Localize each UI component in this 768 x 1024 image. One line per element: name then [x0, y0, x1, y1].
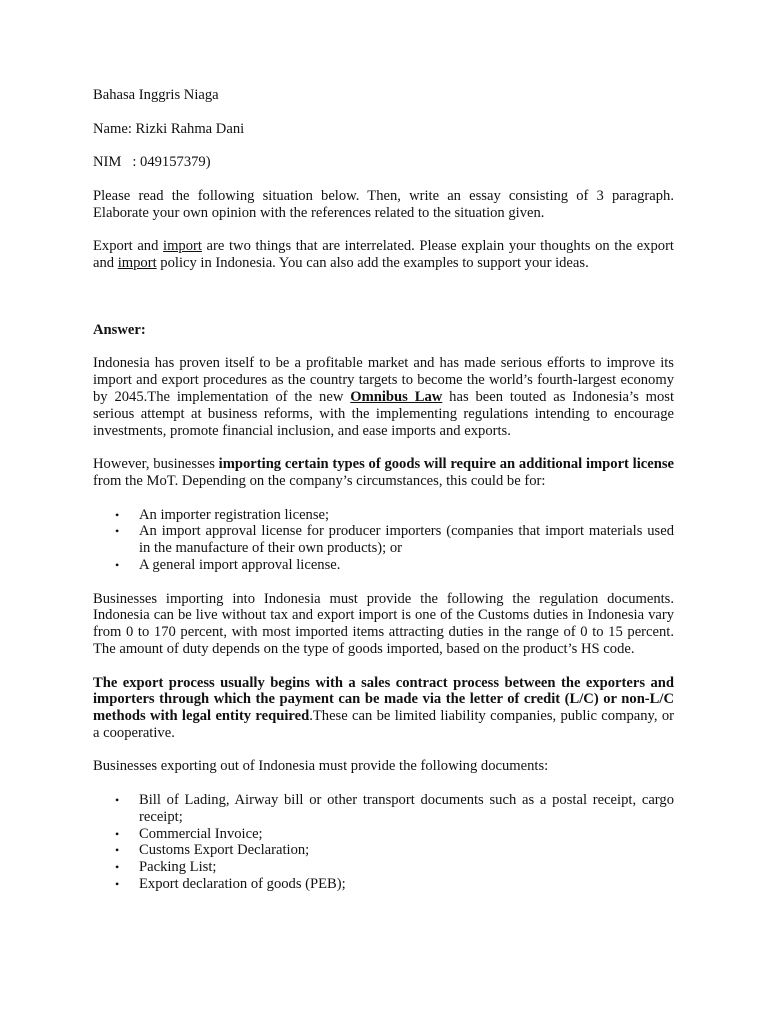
- paragraph-text: However, businesses: [93, 456, 219, 473]
- bullet-icon: •: [115, 507, 120, 522]
- answer-paragraph-3: Businesses importing into Indonesia must provide the following the regulation documents. Indonesia can be live without tax and export import is one of the Customs duties in Indonesia vary from 0 to 170 percent, with most imported items attracting duties in the range of 0 to 15 percent. The amount of duty depends on the type of goods imported, based on the product’s HS code.: [93, 590, 674, 657]
- list-item: [93, 557, 674, 574]
- bullet-icon: •: [115, 826, 120, 841]
- paragraph-text: has been touted as Indonesia’s most serious attempt at business reforms, with the implementing regulations intending to encourage investments, promote financial inclusion, and ease imports and exports.: [93, 388, 675, 439]
- task-paragraph: [93, 238, 674, 272]
- import-link-1[interactable]: import: [163, 238, 202, 255]
- course-title: Bahasa Inggris Niaga: [93, 87, 219, 103]
- student-nim: [93, 154, 674, 171]
- bullet-icon: •: [115, 793, 120, 808]
- bullet-icon: •: [115, 860, 120, 875]
- bullet-icon: •: [115, 877, 120, 892]
- student-name: Name: Rizki Rahma Dani: [93, 120, 245, 137]
- list-item-text: Commercial Invoice;: [139, 825, 263, 842]
- list-item: [93, 826, 674, 843]
- nim-value: : 049157379): [132, 154, 211, 171]
- list-item-text: An importer registration license;: [139, 506, 330, 523]
- export-documents-list: [93, 792, 674, 893]
- list-item: [93, 876, 674, 893]
- paragraph-text: Indonesia has proven itself to be a profitable market and has made serious efforts to improve its import and export procedures as the country targets to become the world’s fourth-largest economy by 2045.The implementation of the new: [93, 355, 674, 405]
- list-item: [93, 792, 674, 826]
- answer-paragraph-4: [93, 675, 674, 742]
- answer-paragraph-5: Businesses exporting out of Indonesia must provide the following documents:: [93, 758, 549, 775]
- list-item-text: Customs Export Declaration;: [139, 842, 310, 859]
- paragraph-bold-text: The export process usually begins with a sales contract process between the exporters and importers through which the payment can be made via the letter of credit (L/C) or non-L/C methods with legal entity required: [93, 674, 674, 725]
- list-item-text: Packing List;: [139, 859, 217, 876]
- paragraph-text: from the MoT. Depending on the company’s circumstances, this could be for:: [93, 472, 546, 489]
- bullet-icon: •: [115, 557, 120, 572]
- list-item: [93, 523, 674, 557]
- list-item-text: Export declaration of goods (PEB);: [139, 876, 346, 893]
- list-item: [93, 859, 674, 876]
- task-text: Export and: [93, 238, 164, 255]
- import-link-2[interactable]: import: [117, 254, 157, 271]
- bullet-icon: •: [115, 843, 120, 858]
- nim-label: NIM: [93, 154, 122, 171]
- list-item: [93, 507, 674, 524]
- list-item-text: An import approval license for producer importers (companies that import materials used in the manufacture of their own products); or: [139, 523, 674, 557]
- answer-paragraph-2: [93, 456, 674, 490]
- instructions-paragraph: Please read the following situation below. Then, write an essay consisting of 3 paragraph. Elaborate your own opinion with the references related to the situation given.: [93, 187, 674, 221]
- import-license-list: [93, 507, 674, 574]
- omnibus-law-link[interactable]: Omnibus Law: [350, 388, 443, 405]
- bullet-icon: •: [115, 524, 120, 539]
- paragraph-text: .These can be limited liability companies, public company, or a cooperative.: [93, 708, 674, 741]
- answer-paragraph-1: [93, 355, 674, 439]
- list-item: [93, 842, 674, 859]
- paragraph-bold-text: importing certain types of goods will require an additional import license: [218, 456, 674, 473]
- task-text: are two things that are interrelated. Please explain your thoughts on the export and: [93, 238, 674, 271]
- list-item-text: A general import approval license.: [139, 556, 341, 573]
- list-item-text: Bill of Lading, Airway bill or other transport documents such as a postal receipt, cargo receipt;: [139, 792, 674, 825]
- task-text: policy in Indonesia. You can also add the examples to support your ideas.: [156, 254, 589, 271]
- answer-heading: Answer:: [93, 321, 146, 338]
